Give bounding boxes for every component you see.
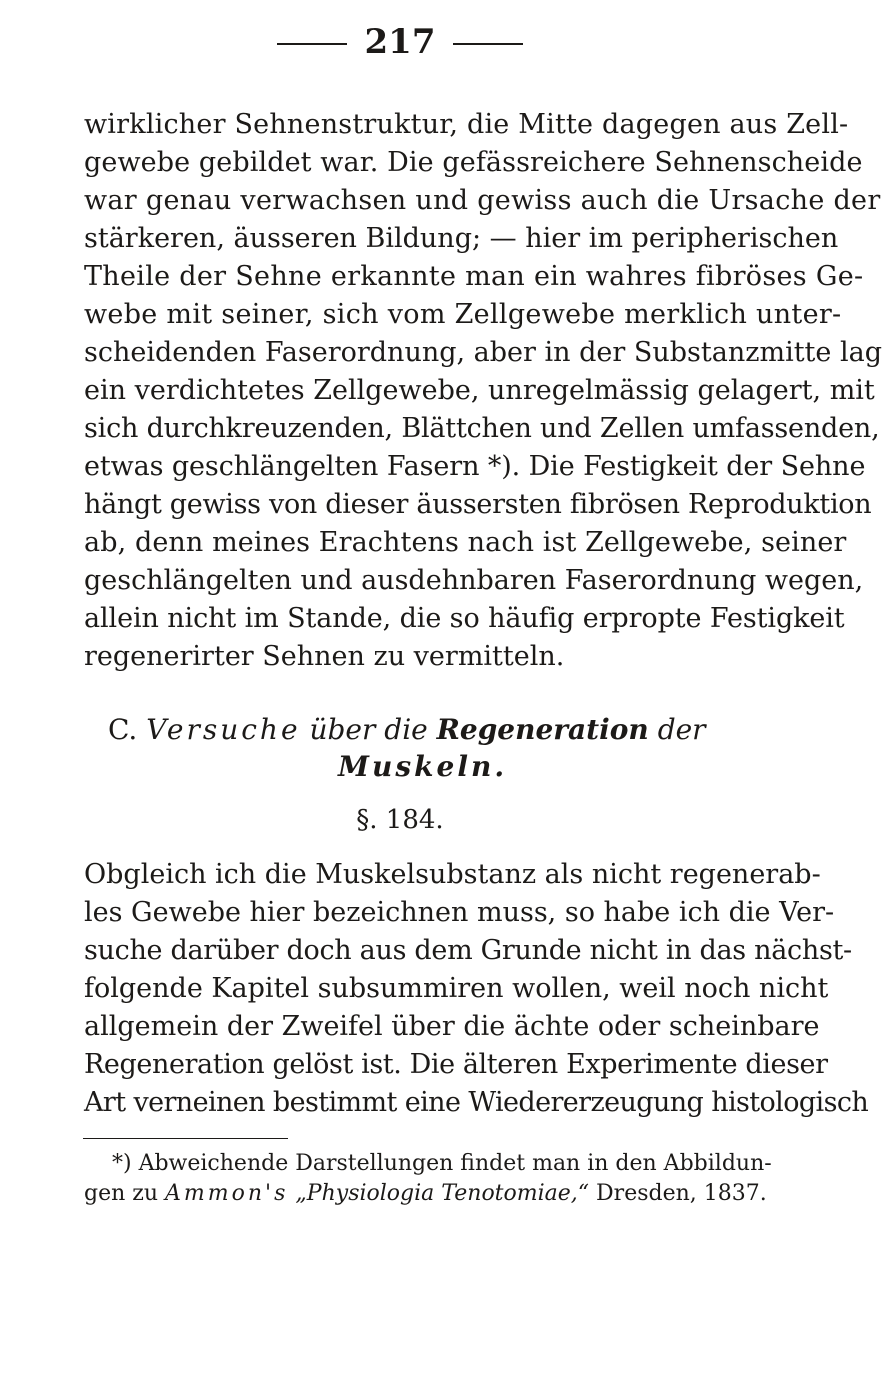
text-line: folgende Kapitel subsummiren wollen, weil noch nicht <box>84 973 829 1004</box>
header-dash-right <box>453 43 523 45</box>
heading-line-2 <box>338 750 507 784</box>
page-number: 217 <box>364 22 436 62</box>
page-header <box>0 22 800 62</box>
heading-letter: C. <box>108 713 138 746</box>
section-number: §. 184. <box>356 805 444 835</box>
text-line: allein nicht im Stande, die so häufig erpropte Festigkeit <box>84 603 845 634</box>
footnote-title: „Physiologia Tenotomiae,“ <box>295 1181 590 1206</box>
text-line: allgemein der Zweifel über die ächte oder scheinbare <box>84 1011 820 1042</box>
text-line: war genau verwachsen und gewiss auch die Ursache der <box>84 185 881 216</box>
text-line: les Gewebe hier bezeichnen muss, so habe ich die Ver- <box>84 897 835 928</box>
footnote-text: gen zu <box>84 1181 159 1206</box>
text-line: Regeneration gelöst ist. Die älteren Experimente dieser <box>84 1049 828 1080</box>
heading-word: über <box>309 713 376 746</box>
footnote-line-2 <box>84 1180 767 1208</box>
text-line: Art verneinen bestimmt eine Wiedererzeugung histologisch <box>84 1087 869 1118</box>
text-line: wirklicher Sehnenstruktur, die Mitte dagegen aus Zell- <box>84 109 849 140</box>
header-dash-left <box>277 43 347 45</box>
heading-word: Versuche <box>146 713 301 746</box>
text-line: ab, denn meines Erachtens nach ist Zellgewebe, seiner <box>84 527 847 558</box>
text-line: gewebe gebildet war. Die gefässreichere Sehnenscheide <box>84 147 863 178</box>
text-line: scheidenden Faserordnung, aber in der Substanzmitte lag <box>84 337 882 368</box>
heading-word: Muskeln. <box>338 750 508 783</box>
footnote-line: *) Abweichende Darstellungen findet man in den Abbildun- <box>112 1151 772 1176</box>
heading-word: die <box>384 713 428 746</box>
text-line: regenerirter Sehnen zu vermitteln. <box>84 641 565 672</box>
text-line: Obgleich ich die Muskelsubstanz als nicht regenerab- <box>84 859 821 890</box>
text-line: webe mit seiner, sich vom Zellgewebe merklich unter- <box>84 299 842 330</box>
footnote-author: Ammon's <box>165 1181 289 1206</box>
text-line: suche darüber doch aus dem Grunde nicht in das nächst- <box>84 935 852 966</box>
footnote-divider <box>83 1138 288 1139</box>
text-line: hängt gewiss von dieser äussersten fibrösen Reproduktion <box>84 489 872 520</box>
text-line: etwas geschlängelten Fasern *). Die Festigkeit der Sehne <box>84 451 866 482</box>
text-line: Theile der Sehne erkannte man ein wahres fibröses Ge- <box>84 261 864 292</box>
footnote-text: Dresden, 1837. <box>596 1181 767 1206</box>
text-line: ein verdichtetes Zellgewebe, unregelmässig gelagert, mit <box>84 375 875 406</box>
heading-word: Regeneration <box>436 713 649 746</box>
heading-line-1 <box>108 713 706 747</box>
heading-word: der <box>657 713 706 746</box>
text-line: geschlängelten und ausdehnbaren Faserordnung wegen, <box>84 565 864 596</box>
text-line: sich durchkreuzenden, Blättchen und Zellen umfassenden, <box>84 413 880 444</box>
text-line: stärkeren, äusseren Bildung; — hier im peripherischen <box>84 223 839 254</box>
